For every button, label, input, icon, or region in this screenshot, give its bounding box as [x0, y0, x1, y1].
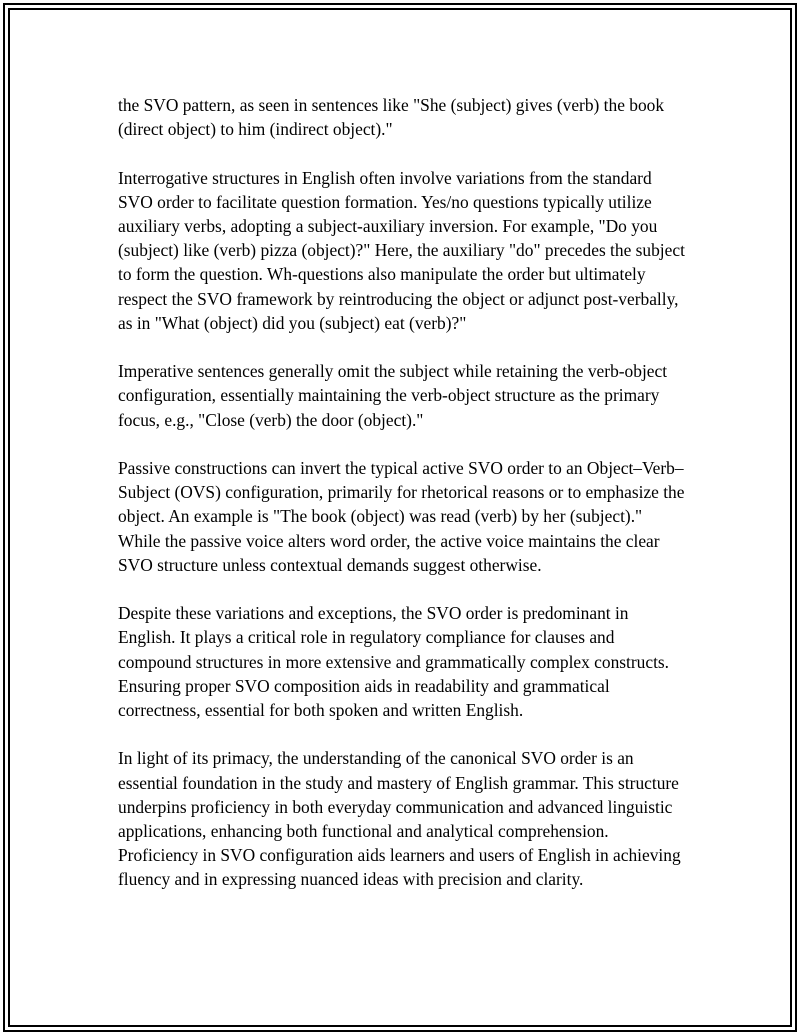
- paragraph-conclusion: In light of its primacy, the understanding of the canonical SVO order is an essential foundation in the study and mastery of English grammar. This structure underpins proficiency in both everyday communication and advanced linguistic applications, enhancing both functional and analytical comprehension. Proficiency in SVO configuration aids learners and users of English in achieving fluency and in expressing nuanced ideas with precision and clarity.: [118, 748, 681, 890]
- paragraph-predominance: Despite these variations and exceptions, the SVO order is predominant in English. It plays a critical role in regulatory compliance for clauses and compound structures in more extensive and grammatically complex constructs. Ensuring proper SVO composition aids in readability and grammatical correctness, essential for both spoken and written English.: [118, 603, 670, 721]
- document-body: [118, 93, 686, 916]
- paragraph-imperative: Imperative sentences generally omit the subject while retaining the verb-object configuration, essentially maintaining the verb-object structure as the primary focus, e.g., "Close (verb) the door (object).": [118, 361, 668, 430]
- paragraph-svo-example: the SVO pattern, as seen in sentences like "She (subject) gives (verb) the book (direct object) to him (indirect object).": [118, 95, 665, 140]
- paragraph-passive: Passive constructions can invert the typical active SVO order to an Object–Verb–Subject (OVS) configuration, primarily for rhetorical reasons or to emphasize the object. An example is "The book (object) was read (verb) by her (subject)." While the passive voice alters word order, the active voice maintains the clear SVO structure unless contextual demands suggest otherwise.: [118, 458, 685, 575]
- paragraph-interrogative: Interrogative structures in English often involve variations from the standard SVO order to facilitate question formation. Yes/no questions typically utilize auxiliary verbs, adopting a subject-auxiliary inversion. For example, "Do you (subject) like (verb) pizza (object)?" Here, the auxiliary "do" precedes the subject to form the question. Wh-questions also manipulate the order but ultimately respect the SVO framework by reintroducing the object or adjunct post-verbally, as in "What (object) did you (subject) eat (verb)?": [118, 167, 685, 333]
